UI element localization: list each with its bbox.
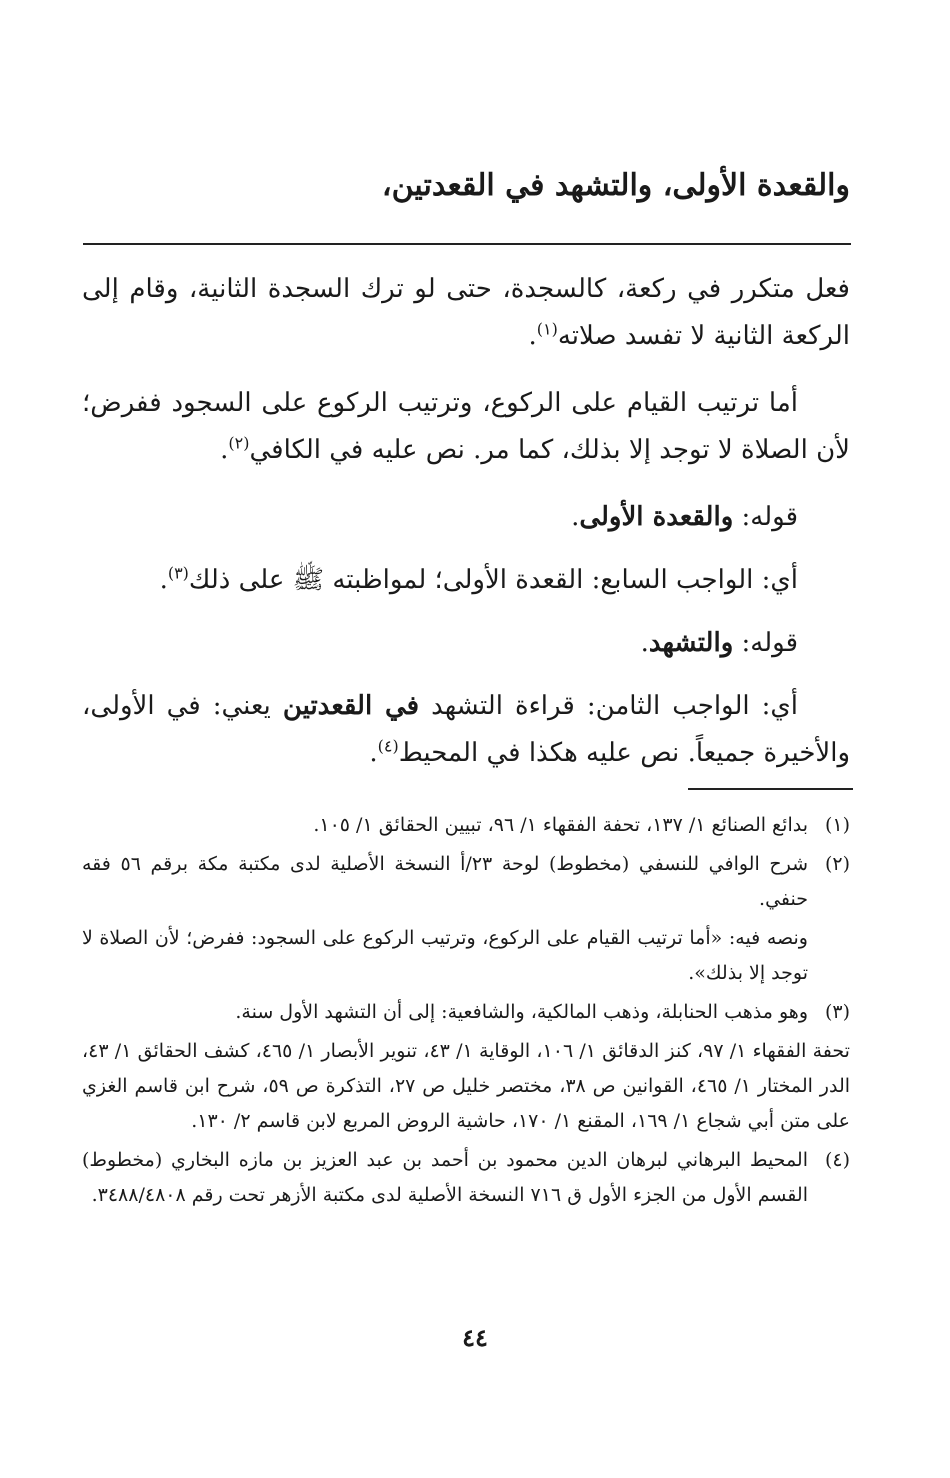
paragraph-4-text: أي: الواجب السابع: القعدة الأولى؛ لمواظبته ﷺ على ذلك — [188, 565, 798, 595]
footnote-3 — [82, 995, 850, 1030]
footnote-ref-3: (٣) — [167, 563, 189, 583]
footnote-2-quote: ونصه فيه: «أما ترتيب القيام على الركوع، وترتيب الركوع على السجود: ففرض؛ لأن الصلاة لا توجد إلا بذلك». — [82, 927, 808, 984]
footnote-ref-2: (٢) — [228, 433, 250, 453]
paragraph-6-end: . — [369, 738, 378, 768]
footnote-4-number: (٤) — [824, 1149, 850, 1171]
footnote-3-number: (٣) — [824, 1001, 850, 1023]
paragraph-3-lead: قوله: — [733, 502, 798, 532]
footnote-4 — [82, 1143, 850, 1213]
footnote-1-number: (١) — [824, 814, 850, 836]
footnote-1 — [82, 808, 850, 843]
paragraph-1-end: . — [528, 321, 537, 351]
footnote-1-text: بدائع الصنائع ١/ ١٣٧، تحفة الفقهاء ١/ ٩٦، تبيين الحقائق ١/ ١٠٥. — [313, 814, 808, 836]
paragraph-3-bold: والقعدة الأولى — [579, 502, 734, 532]
paragraph-2-end: . — [220, 435, 229, 465]
footnote-3-text: وهو مذهب الحنابلة، وذهب المالكية، والشافعية: إلى أن التشهد الأول سنة. — [235, 1001, 808, 1023]
footnote-2 — [82, 847, 850, 991]
paragraph-6-bold: في القعدتين — [282, 691, 420, 721]
paragraph-5-bold: والتشهد — [648, 628, 734, 658]
quoted-text-header: والقعدة الأولى، والتشهد في القعدتين، — [381, 168, 850, 203]
footnote-2-text: شرح الوافي للنسفي (مخطوط) لوحة ٢٣/أ النسخة الأصلية لدى مكتبة مكة برقم ٥٦ فقه حنفي. — [82, 853, 809, 910]
header-divider — [83, 243, 851, 245]
paragraph-5 — [82, 620, 850, 667]
footnote-ref-1: (١) — [536, 319, 558, 339]
main-body — [82, 266, 850, 797]
paragraph-2-text: أما ترتيب القيام على الركوع، وترتيب الركوع على السجود ففرض؛ لأن الصلاة لا توجد إلا بذلك، كما مر. نص عليه في الكافي — [82, 388, 850, 465]
footnote-4-text: المحيط البرهاني لبرهان الدين محمود بن أحمد بن عبد العزيز بن مازه البخاري (مخطوط) القسم الأول من الجزء الأول ق ٧١٦ النسخة الأصلية لدى مكتبة الأزهر تحت رقم ٣٤٨٨/٤٨٠٨. — [82, 1149, 808, 1206]
paragraph-5-lead: قوله: — [733, 628, 798, 658]
paragraph-4-end: . — [159, 565, 168, 595]
paragraph-6-a: أي: الواجب الثامن: قراءة التشهد — [419, 691, 798, 721]
paragraph-1 — [82, 266, 850, 360]
paragraph-1-text: فعل متكرر في ركعة، كالسجدة، حتى لو ترك السجدة الثانية، وقام إلى الركعة الثانية لا تفسد صلاته — [82, 274, 850, 351]
paragraph-6 — [82, 683, 850, 777]
footnote-divider — [688, 788, 853, 790]
paragraph-6-b: يعني: في الأولى، والأخيرة جميعاً. نص عليه هكذا في المحيط — [82, 691, 850, 768]
page-number: ٤٤ — [462, 1323, 488, 1352]
footnote-ref-4: (٤) — [377, 736, 399, 756]
paragraph-4 — [82, 557, 850, 604]
paragraph-2 — [82, 380, 850, 474]
footnote-3-sources: تحفة الفقهاء ١/ ٩٧، كنز الدقائق ١/ ١٠٦، الوقاية ١/ ٤٣، تنوير الأبصار ١/ ٤٦٥، كشف الحقائق ١/ ٤٣، الدر المختار ١/ ٤٦٥، القوانين ص ٣٨، مختصر خليل ص ٢٧، التذكرة ص ٥٩، شرح ابن قاسم الغزي على متن أبي شجاع ١/ ١٦٩، المقنع ١/ ١٧٠، حاشية الروض المربع لابن قاسم ٢/ ١٣٠. — [82, 1040, 851, 1132]
paragraph-3 — [82, 494, 850, 541]
paragraph-3-end: . — [571, 502, 580, 532]
footnotes — [82, 808, 850, 1217]
footnote-2-number: (٢) — [824, 853, 850, 875]
paragraph-5-end: . — [640, 628, 649, 658]
